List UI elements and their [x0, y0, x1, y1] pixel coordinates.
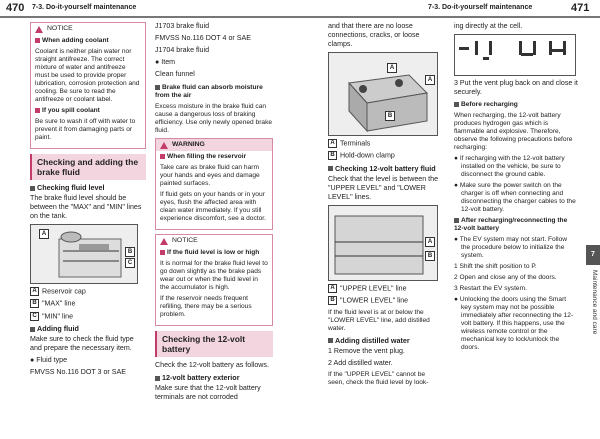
notice-title: NOTICE	[172, 237, 198, 244]
subheading-distilled: Adding distilled water	[328, 337, 440, 345]
notice-text: If the reservoir needs frequent refilling, there may be a serious problem.	[160, 295, 252, 318]
bullet-square-icon	[155, 85, 160, 90]
bullet-square-icon	[328, 338, 333, 343]
j1704-text: J1704 brake fluid	[155, 46, 210, 54]
chapter-label: Maintenance and care	[591, 270, 598, 335]
upper-level-note: If the "UPPER LEVEL" cannot be seen, check the fluid level by look-	[328, 370, 429, 386]
bullet-square-icon	[35, 108, 40, 113]
step-2: 2 Add distilled water.	[328, 358, 393, 367]
bullet-square-icon	[30, 186, 35, 191]
callout-c: C	[125, 258, 135, 268]
bullet-square-icon	[160, 250, 165, 255]
notice-box-coolant	[30, 22, 146, 149]
notice-text: Be sure to wash it off with water to prevent it from damaging parts or paint.	[35, 118, 136, 141]
column-4	[454, 22, 578, 355]
fluid-type-item: ● Fluid type	[30, 356, 68, 365]
bullet-2: ● Make sure the power switch on the charger is off when connecting and disconnecting the charger cables to the 12-volt battery.	[454, 182, 576, 213]
check-text: Check that the level is between the "UPPER LEVEL" and "LOWER LEVEL" lines.	[328, 174, 439, 201]
fmvss-dot3-text: FMVSS No.116 DOT 3 or SAE	[30, 368, 126, 377]
warning-box	[155, 138, 273, 230]
subheading-checking: Checking fluid level	[30, 184, 146, 192]
left-section-title: 7-3. Do-it-yourself maintenance	[32, 4, 137, 11]
battery-text: Check the 12-volt battery as follows.	[155, 361, 269, 369]
subheading-exterior: 12-volt battery exterior	[155, 374, 273, 382]
legend-lower-level: "LOWER LEVEL" line	[340, 296, 409, 305]
caution-icon	[35, 26, 43, 33]
legend-terminals: Terminals	[340, 139, 371, 148]
caution-icon	[160, 238, 168, 245]
bullet-square-icon	[328, 166, 333, 171]
warning-icon	[160, 142, 168, 149]
legend-upper-level: "UPPER LEVEL" line	[340, 284, 407, 293]
low-level-note: If the fluid level is at or below the "LOWER LEVEL" line, add distilled water.	[328, 308, 430, 332]
bullet-dot-icon: ●	[30, 356, 37, 365]
callout-a: A	[425, 237, 435, 247]
after-bullet: ● The EV system may not start. Follow the procedure below to initialize the system.	[454, 236, 568, 259]
notice-subhead: If you spill coolant	[42, 107, 100, 114]
battery-side-drawing	[329, 206, 437, 280]
sub-step-3: 3 Restart the EV system.	[454, 285, 527, 292]
page-header	[0, 0, 600, 18]
notice-title: NOTICE	[47, 25, 73, 32]
legend-key-c: C	[30, 312, 39, 321]
unlock-bullet: ● Unlocking the doors using the Smart key system may not be possible immediately after reconnecting the 12-volt battery. If this happens, use the wireless remote control or the mechanical key to lock/unlock the doors.	[454, 296, 574, 351]
after-head: After recharging/reconnecting the 12-volt battery	[454, 217, 568, 232]
legend-reservoir-cap: Reservoir cap	[42, 287, 86, 296]
legend-hold-down-clamp: Hold-down clamp	[340, 151, 395, 160]
absorb-text: Excess moisture in the brake fluid can cause a dangerous loss of braking efficiency. Use only newly opened brake fluid.	[155, 103, 273, 134]
legend-key-b: B	[30, 299, 39, 308]
callout-b: B	[425, 251, 435, 261]
column-1	[30, 22, 146, 380]
adding-text: Make sure to check the fluid type and prepare the necessary item.	[30, 335, 134, 353]
legend-key-a: A	[328, 284, 337, 293]
subheading-adding: Adding fluid	[30, 325, 146, 333]
warning-title: WARNING	[172, 141, 205, 148]
notice-text: It is normal for the brake fluid level to go down slightly as the brake pads wear out or when the fluid level in the accumulator is high.	[160, 260, 268, 291]
callout-a: A	[425, 75, 435, 85]
callout-a: A	[39, 229, 49, 239]
column-2	[155, 22, 273, 405]
legend-key-a: A	[328, 139, 337, 148]
bullet-square-icon	[454, 218, 459, 223]
legend-key-b: B	[328, 296, 337, 305]
j1703-text: J1703 brake fluid	[155, 22, 210, 30]
callout-b: B	[125, 247, 135, 257]
notice-subhead: When adding coolant	[42, 37, 109, 44]
sub-step-2: 2 Open and close any of the doors.	[454, 274, 557, 281]
section-heading-battery: Checking the 12-volt battery	[155, 331, 273, 357]
item-bullet: ● Item	[155, 58, 176, 66]
before-head: Before recharging	[461, 101, 518, 108]
chapter-tab: 7	[586, 245, 600, 265]
section-heading-brake-fluid: Checking and adding the brake fluid	[30, 154, 146, 180]
before-text: When recharging, the 12-volt battery produces hydrogen gas which is flammable and explosive. Therefore, observe the following precautions before recharging:	[454, 112, 573, 151]
intro-text: and that there are no loose connections, cracks, or loose clamps.	[328, 22, 420, 48]
right-page-number: 471	[571, 2, 590, 14]
bullet-square-icon	[454, 102, 459, 107]
right-section-title: 7-3. Do-it-yourself maintenance	[428, 4, 533, 11]
legend-key-a: A	[30, 287, 39, 296]
cell-level-illustration	[454, 34, 576, 76]
item-value: Clean funnel	[155, 70, 195, 78]
bullet-square-icon	[30, 327, 35, 332]
subheading-battery-fluid: Checking 12-volt battery fluid	[328, 165, 440, 173]
brake-reservoir-illustration	[30, 224, 138, 284]
column-3	[328, 22, 440, 390]
step-1: 1 Remove the vent plug.	[328, 346, 405, 355]
exterior-text: Make sure that the 12-volt battery terminals are not corroded	[155, 384, 261, 401]
legend-key-b: B	[328, 151, 337, 160]
warning-text: If fluid gets on your hands or in your eyes, flush the affected area with clean water immediately. If you still experience discomfort, see a doctor.	[160, 191, 266, 222]
callout-a: A	[387, 63, 397, 73]
cell-drawing	[455, 35, 575, 75]
legend-min-line: "MIN" line	[42, 312, 74, 321]
notice-subhead: If the fluid level is low or high	[167, 249, 260, 256]
check-text: The brake fluid level should be between the "MAX" and "MIN" lines on the tank.	[30, 194, 142, 220]
callout-b: B	[385, 111, 395, 121]
bullet-dot-icon: ●	[155, 58, 162, 66]
intro-text: ing directly at the cell.	[454, 22, 523, 30]
bullet-1: ● If recharging with the 12-volt battery installed on the vehicle, be sure to disconnect the ground cable.	[454, 155, 565, 178]
fmvss-dot4-text: FMVSS No.116 DOT 4 or SAE	[155, 34, 251, 42]
battery-drawing	[329, 53, 437, 135]
warning-text: Take care as brake fluid can harm your hands and eyes and damage painted surfaces.	[160, 164, 260, 187]
battery-level-illustration	[328, 205, 438, 281]
notice-box-fluid-level	[155, 234, 273, 326]
legend-max-line: "MAX" line	[42, 299, 76, 308]
step-3: 3 Put the vent plug back on and close it securely.	[454, 79, 578, 96]
absorb-head: Brake fluid can absorb moisture from the air	[155, 84, 263, 99]
notice-text: Coolant is neither plain water nor straight antifreeze. The correct mixture of water and antifreeze must be used to provide proper lubrication, corrosion protection and cooling. Be sure to read the antifreeze or coolant label.	[35, 48, 140, 103]
warning-subhead: When filling the reservoir	[167, 153, 247, 160]
battery-terminals-illustration	[328, 52, 438, 136]
sub-step-1: 1 Shift the shift position to P.	[454, 263, 537, 270]
bullet-square-icon	[35, 38, 40, 43]
left-page-number: 470	[6, 2, 25, 14]
bullet-square-icon	[155, 376, 160, 381]
bullet-square-icon	[160, 154, 165, 159]
